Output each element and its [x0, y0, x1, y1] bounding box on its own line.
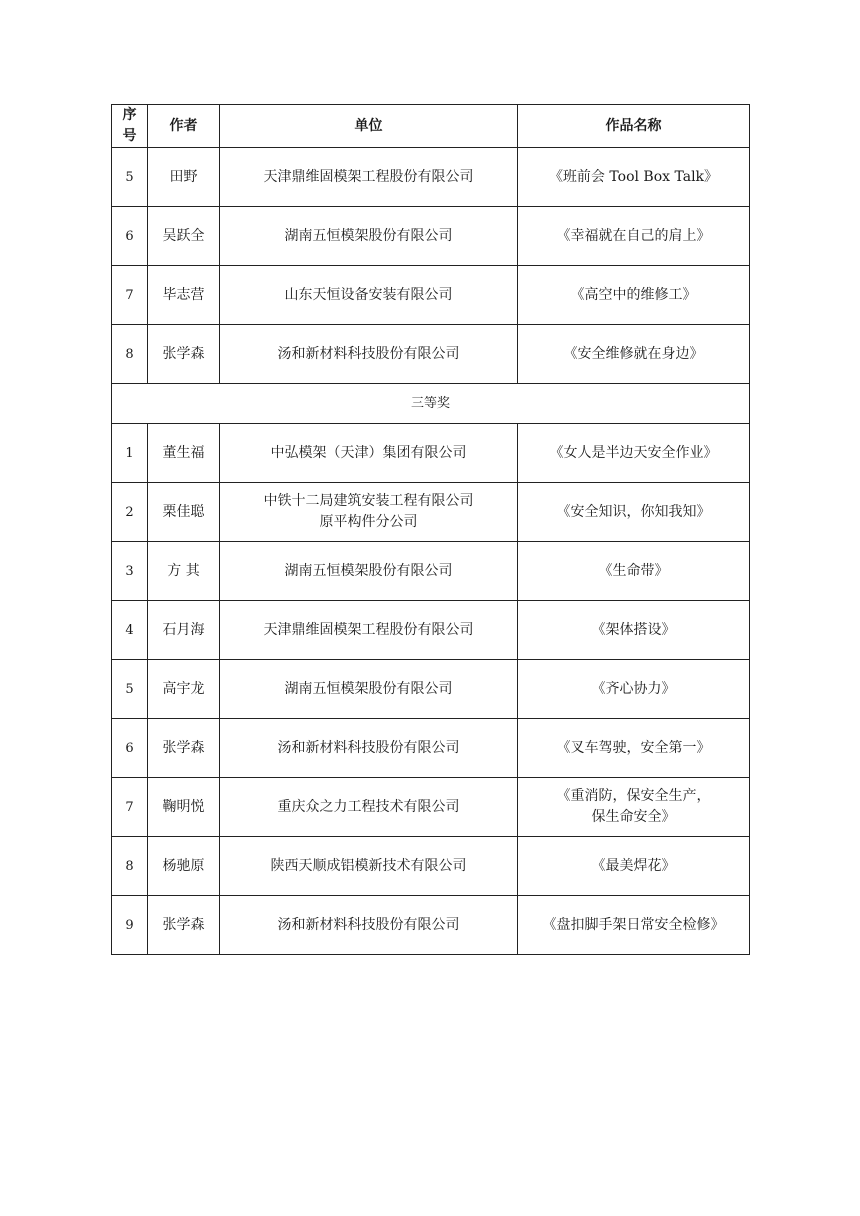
cell-number: 9 — [112, 896, 148, 955]
cell-author: 张学森 — [148, 896, 220, 955]
table-row — [112, 266, 750, 325]
cell-unit: 汤和新材料科技股份有限公司 — [220, 896, 518, 955]
cell-unit: 中弘模架（天津）集团有限公司 — [220, 424, 518, 483]
section-title: 三等奖 — [112, 384, 750, 424]
header-number: 序号 — [112, 105, 148, 148]
cell-unit: 重庆众之力工程技术有限公司 — [220, 778, 518, 837]
cell-work-title: 《高空中的维修工》 — [518, 266, 750, 325]
cell-number: 6 — [112, 719, 148, 778]
header-work-title: 作品名称 — [518, 105, 750, 148]
cell-author: 吴跃全 — [148, 207, 220, 266]
cell-author: 石月海 — [148, 601, 220, 660]
cell-unit: 天津鼎维固模架工程股份有限公司 — [220, 148, 518, 207]
table-row — [112, 896, 750, 955]
table-row — [112, 837, 750, 896]
cell-unit: 陕西天顺成铝模新技术有限公司 — [220, 837, 518, 896]
cell-work-title: 《女人是半边天安全作业》 — [518, 424, 750, 483]
cell-number: 3 — [112, 542, 148, 601]
cell-number: 8 — [112, 837, 148, 896]
cell-author: 张学森 — [148, 719, 220, 778]
cell-author: 鞠明悦 — [148, 778, 220, 837]
cell-work-title: 《安全知识，你知我知》 — [518, 483, 750, 542]
cell-number: 4 — [112, 601, 148, 660]
cell-number: 2 — [112, 483, 148, 542]
cell-unit: 汤和新材料科技股份有限公司 — [220, 325, 518, 384]
cell-unit: 中铁十二局建筑安装工程有限公司 原平构件分公司 — [220, 483, 518, 542]
cell-number: 7 — [112, 778, 148, 837]
table-row — [112, 719, 750, 778]
cell-work-title: 《生命带》 — [518, 542, 750, 601]
table-row — [112, 778, 750, 837]
header-unit: 单位 — [220, 105, 518, 148]
cell-author: 栗佳聪 — [148, 483, 220, 542]
cell-number: 5 — [112, 148, 148, 207]
cell-work-title: 《班前会 Tool Box Talk》 — [518, 148, 750, 207]
header-author: 作者 — [148, 105, 220, 148]
cell-number: 1 — [112, 424, 148, 483]
cell-author: 毕志营 — [148, 266, 220, 325]
cell-unit: 山东天恒设备安装有限公司 — [220, 266, 518, 325]
cell-work-title: 《叉车驾驶，安全第一》 — [518, 719, 750, 778]
cell-author: 高宇龙 — [148, 660, 220, 719]
cell-author: 方 其 — [148, 542, 220, 601]
table-row — [112, 542, 750, 601]
header-row — [112, 105, 750, 148]
cell-number: 5 — [112, 660, 148, 719]
cell-number: 6 — [112, 207, 148, 266]
cell-work-title: 《幸福就在自己的肩上》 — [518, 207, 750, 266]
cell-unit: 湖南五恒模架股份有限公司 — [220, 660, 518, 719]
cell-author: 杨驰原 — [148, 837, 220, 896]
cell-unit: 湖南五恒模架股份有限公司 — [220, 207, 518, 266]
cell-unit: 天津鼎维固模架工程股份有限公司 — [220, 601, 518, 660]
cell-work-title: 《重消防，保安全生产， 保生命安全》 — [518, 778, 750, 837]
cell-work-title: 《盘扣脚手架日常安全检修》 — [518, 896, 750, 955]
cell-work-title: 《最美焊花》 — [518, 837, 750, 896]
cell-unit: 汤和新材料科技股份有限公司 — [220, 719, 518, 778]
cell-work-title: 《架体搭设》 — [518, 601, 750, 660]
table-row — [112, 207, 750, 266]
cell-author: 田野 — [148, 148, 220, 207]
table-row — [112, 483, 750, 542]
cell-unit: 湖南五恒模架股份有限公司 — [220, 542, 518, 601]
table-row — [112, 325, 750, 384]
table-row — [112, 660, 750, 719]
table-row — [112, 148, 750, 207]
awards-table — [111, 104, 750, 955]
table-row — [112, 424, 750, 483]
cell-work-title: 《齐心协力》 — [518, 660, 750, 719]
cell-author: 张学森 — [148, 325, 220, 384]
cell-work-title: 《安全维修就在身边》 — [518, 325, 750, 384]
table-row — [112, 601, 750, 660]
section-row-third-prize — [112, 384, 750, 424]
cell-number: 8 — [112, 325, 148, 384]
cell-author: 董生福 — [148, 424, 220, 483]
cell-number: 7 — [112, 266, 148, 325]
